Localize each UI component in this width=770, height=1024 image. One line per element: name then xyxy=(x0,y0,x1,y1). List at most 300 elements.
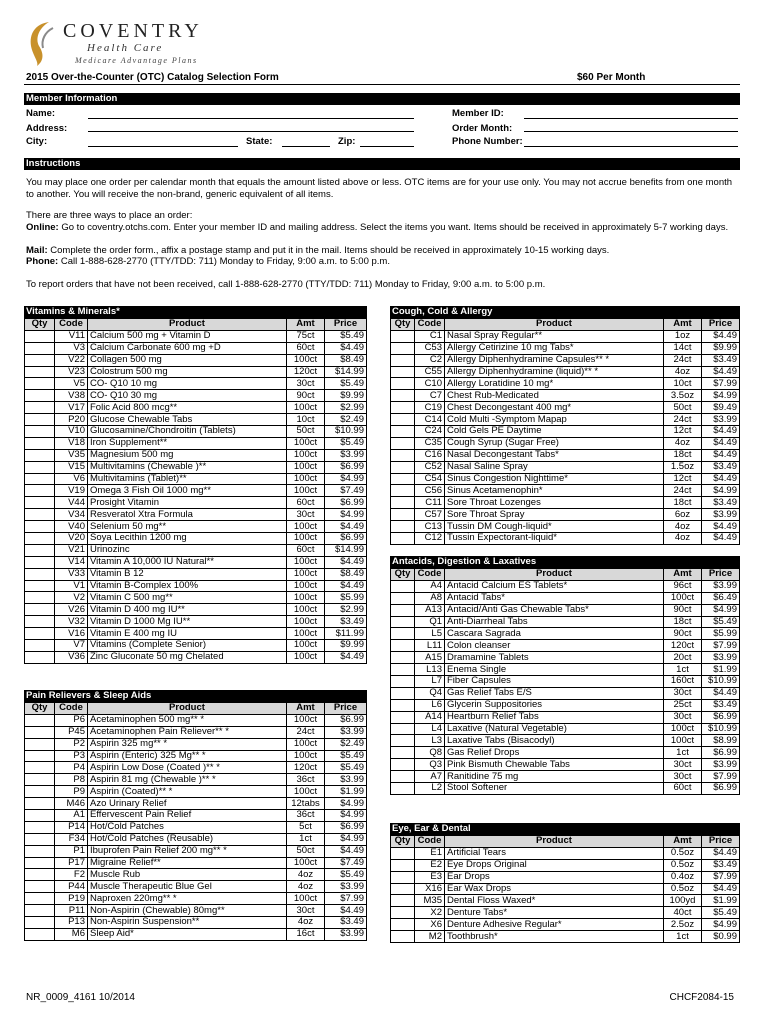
amount-cell: 30ct xyxy=(287,905,325,917)
price-cell: $4.99 xyxy=(325,798,367,810)
qty-cell[interactable] xyxy=(25,786,55,798)
table-row xyxy=(391,426,740,438)
table-row xyxy=(391,366,740,378)
qty-cell[interactable] xyxy=(25,604,55,616)
price-cell: $3.99 xyxy=(702,652,740,664)
amount-cell: 10ct xyxy=(664,378,702,390)
product-cell: Vitamin C 500 mg** xyxy=(88,592,287,604)
product-cell: Magnesium 500 mg xyxy=(88,449,287,461)
table-row xyxy=(391,907,740,919)
qty-cell[interactable] xyxy=(391,711,415,723)
qty-cell[interactable] xyxy=(391,461,415,473)
qty-cell[interactable] xyxy=(25,402,55,414)
qty-cell[interactable] xyxy=(391,871,415,883)
qty-cell[interactable] xyxy=(25,521,55,533)
table-header-row xyxy=(25,703,367,715)
column-header-product: Product xyxy=(445,836,664,848)
order-month-label: Order Month: xyxy=(452,123,513,134)
amount-cell: 100ct xyxy=(287,628,325,640)
column-header-product: Product xyxy=(88,319,287,331)
amount-cell: 100ct xyxy=(287,556,325,568)
qty-cell[interactable] xyxy=(391,330,415,342)
amount-cell: 100ct xyxy=(287,592,325,604)
price-cell: $8.49 xyxy=(325,568,367,580)
price-cell: $10.99 xyxy=(325,426,367,438)
price-cell: $4.49 xyxy=(702,330,740,342)
qty-cell[interactable] xyxy=(391,895,415,907)
amount-cell: 20ct xyxy=(664,652,702,664)
code-cell: P17 xyxy=(55,857,88,869)
qty-cell[interactable] xyxy=(391,509,415,521)
amount-cell: 100ct xyxy=(287,354,325,366)
price-cell: $4.49 xyxy=(702,473,740,485)
table-row xyxy=(25,354,367,366)
price-cell: $4.49 xyxy=(702,533,740,545)
price-cell: $3.49 xyxy=(702,497,740,509)
qty-cell[interactable] xyxy=(25,592,55,604)
product-cell: Muscle Therapeutic Blue Gel xyxy=(88,881,287,893)
table-row xyxy=(25,774,367,786)
qty-cell[interactable] xyxy=(25,342,55,354)
qty-cell[interactable] xyxy=(391,907,415,919)
table-row xyxy=(25,640,367,652)
qty-cell[interactable] xyxy=(25,881,55,893)
product-cell: Nasal Saline Spray xyxy=(445,461,664,473)
amount-cell: 12ct xyxy=(664,473,702,485)
qty-cell[interactable] xyxy=(25,497,55,509)
city-field[interactable] xyxy=(88,146,238,147)
table-row xyxy=(25,390,367,402)
price-cell: $4.49 xyxy=(325,845,367,857)
amount-cell: 30ct xyxy=(287,509,325,521)
qty-cell[interactable] xyxy=(391,521,415,533)
product-table xyxy=(24,318,367,664)
product-cell: Tussin Expectorant-liquid* xyxy=(445,533,664,545)
product-cell: Urinozinc xyxy=(88,544,287,556)
price-cell: $2.49 xyxy=(325,414,367,426)
qty-cell[interactable] xyxy=(25,437,55,449)
price-cell: $2.99 xyxy=(325,604,367,616)
price-cell: $1.99 xyxy=(702,664,740,676)
section-vitamins xyxy=(24,306,367,664)
amount-cell: 50ct xyxy=(287,845,325,857)
qty-cell[interactable] xyxy=(25,426,55,438)
amount-cell: 4oz xyxy=(287,881,325,893)
qty-cell[interactable] xyxy=(25,485,55,497)
qty-cell[interactable] xyxy=(25,845,55,857)
qty-cell[interactable] xyxy=(25,821,55,833)
table-row xyxy=(391,580,740,592)
qty-cell[interactable] xyxy=(391,687,415,699)
product-table xyxy=(390,568,740,795)
table-row xyxy=(25,726,367,738)
qty-cell[interactable] xyxy=(25,893,55,905)
qty-cell[interactable] xyxy=(25,390,55,402)
product-cell: Denture Adhesive Regular* xyxy=(445,919,664,931)
qty-cell[interactable] xyxy=(391,414,415,426)
table-row xyxy=(391,414,740,426)
code-cell: C57 xyxy=(415,509,445,521)
table-row xyxy=(25,533,367,545)
code-cell: C16 xyxy=(415,449,445,461)
qty-cell[interactable] xyxy=(25,762,55,774)
table-row xyxy=(391,883,740,895)
code-cell: A8 xyxy=(415,592,445,604)
amount-cell: 2.5oz xyxy=(664,919,702,931)
price-cell: $4.49 xyxy=(702,426,740,438)
code-cell: V5 xyxy=(55,378,88,390)
qty-cell[interactable] xyxy=(391,771,415,783)
price-cell: $3.49 xyxy=(325,917,367,929)
amount-cell: 4oz xyxy=(287,917,325,929)
product-cell: Hot/Cold Patches (Reusable) xyxy=(88,833,287,845)
amount-cell: 12tabs xyxy=(287,798,325,810)
price-cell: $7.99 xyxy=(702,771,740,783)
product-cell: Heartburn Relief Tabs xyxy=(445,711,664,723)
amount-cell: 30ct xyxy=(664,771,702,783)
qty-cell[interactable] xyxy=(391,449,415,461)
name-field[interactable] xyxy=(88,118,414,119)
qty-cell[interactable] xyxy=(391,652,415,664)
column-header-product: Product xyxy=(445,319,664,331)
product-cell: Toothbrush* xyxy=(445,931,664,943)
product-cell: Laxative Tabs (Bisacodyl) xyxy=(445,735,664,747)
table-row xyxy=(391,931,740,943)
table-row xyxy=(391,485,740,497)
code-cell: P1 xyxy=(55,845,88,857)
amount-cell: 1ct xyxy=(664,747,702,759)
qty-cell[interactable] xyxy=(391,664,415,676)
qty-cell[interactable] xyxy=(391,378,415,390)
product-cell: Vitamin E 400 mg IU xyxy=(88,628,287,640)
qty-cell[interactable] xyxy=(25,556,55,568)
amount-cell: 100ct xyxy=(287,449,325,461)
phone-field[interactable] xyxy=(524,146,738,147)
qty-cell[interactable] xyxy=(25,869,55,881)
code-cell: Q1 xyxy=(415,616,445,628)
amount-cell: 100ct xyxy=(287,651,325,663)
qty-cell[interactable] xyxy=(25,616,55,628)
qty-cell[interactable] xyxy=(25,366,55,378)
qty-cell[interactable] xyxy=(25,533,55,545)
product-cell: Glucose Chewable Tabs xyxy=(88,414,287,426)
state-field[interactable] xyxy=(282,146,330,147)
product-cell: Ranitidine 75 mg xyxy=(445,771,664,783)
column-header-qty: Qty xyxy=(391,569,415,581)
instructions-phone xyxy=(26,256,738,268)
price-cell: $4.49 xyxy=(702,366,740,378)
code-cell: M35 xyxy=(415,895,445,907)
qty-cell[interactable] xyxy=(25,651,55,663)
product-cell: Allergy Loratidine 10 mg* xyxy=(445,378,664,390)
amount-cell: 100ct xyxy=(287,533,325,545)
form-title: 2015 Over-the-Counter (OTC) Catalog Selection Form xyxy=(26,72,279,83)
code-cell: P19 xyxy=(55,893,88,905)
price-cell: $6.99 xyxy=(325,714,367,726)
qty-cell[interactable] xyxy=(25,857,55,869)
amount-cell: 100ct xyxy=(287,857,325,869)
column-header-price: Price xyxy=(702,836,740,848)
price-cell: $5.49 xyxy=(702,616,740,628)
product-cell: Anti-Diarrheal Tabs xyxy=(445,616,664,628)
qty-cell[interactable] xyxy=(391,859,415,871)
section-title: Vitamins & Minerals* xyxy=(24,306,367,318)
qty-cell[interactable] xyxy=(25,544,55,556)
column-header-price: Price xyxy=(325,703,367,715)
amount-cell: 4oz xyxy=(287,869,325,881)
qty-cell[interactable] xyxy=(25,568,55,580)
member-id-label: Member ID: xyxy=(452,108,504,119)
amount-cell: 100ct xyxy=(287,750,325,762)
amount-cell: 120ct xyxy=(287,762,325,774)
qty-cell[interactable] xyxy=(25,354,55,366)
qty-cell[interactable] xyxy=(25,628,55,640)
product-cell: Glycerin Suppositories xyxy=(445,699,664,711)
qty-cell[interactable] xyxy=(391,533,415,545)
qty-cell[interactable] xyxy=(391,676,415,688)
price-cell: $4.49 xyxy=(325,905,367,917)
qty-cell[interactable] xyxy=(391,747,415,759)
code-cell: V36 xyxy=(55,651,88,663)
code-cell: X2 xyxy=(415,907,445,919)
price-cell: $4.49 xyxy=(325,521,367,533)
code-cell: V38 xyxy=(55,390,88,402)
price-cell: $4.49 xyxy=(702,449,740,461)
code-cell: L2 xyxy=(415,783,445,795)
qty-cell[interactable] xyxy=(391,723,415,735)
code-cell: P3 xyxy=(55,750,88,762)
table-row xyxy=(391,640,740,652)
amount-cell: 24ct xyxy=(664,485,702,497)
product-cell: Denture Tabs* xyxy=(445,907,664,919)
product-cell: Colostrum 500 mg xyxy=(88,366,287,378)
product-cell: Antacid Tabs* xyxy=(445,592,664,604)
qty-cell[interactable] xyxy=(25,905,55,917)
amount-cell: 100yd xyxy=(664,895,702,907)
price-cell: $4.49 xyxy=(325,651,367,663)
qty-cell[interactable] xyxy=(391,616,415,628)
amount-cell: 0.4oz xyxy=(664,871,702,883)
code-cell: V14 xyxy=(55,556,88,568)
code-cell: V19 xyxy=(55,485,88,497)
qty-cell[interactable] xyxy=(391,628,415,640)
table-row xyxy=(25,869,367,881)
zip-field[interactable] xyxy=(360,146,414,147)
mail-label: Mail: xyxy=(26,245,48,256)
amount-cell: 100ct xyxy=(287,461,325,473)
price-cell: $4.49 xyxy=(702,437,740,449)
code-cell: C1 xyxy=(415,330,445,342)
table-row xyxy=(391,378,740,390)
qty-cell[interactable] xyxy=(391,640,415,652)
qty-cell[interactable] xyxy=(391,883,415,895)
qty-cell[interactable] xyxy=(391,354,415,366)
amount-cell: 12ct xyxy=(664,426,702,438)
product-cell: Prosight Vitamin xyxy=(88,497,287,509)
product-cell: Vitamin A 10,000 IU Natural** xyxy=(88,556,287,568)
instructions-online xyxy=(26,222,738,234)
qty-cell[interactable] xyxy=(391,735,415,747)
table-row xyxy=(391,919,740,931)
product-cell: Sleep Aid* xyxy=(88,928,287,940)
price-cell: $5.99 xyxy=(325,592,367,604)
qty-cell[interactable] xyxy=(25,726,55,738)
qty-cell[interactable] xyxy=(25,917,55,929)
table-row xyxy=(391,652,740,664)
qty-cell[interactable] xyxy=(25,798,55,810)
product-cell: Gas Relief Drops xyxy=(445,747,664,759)
amount-cell: 36ct xyxy=(287,810,325,822)
qty-cell[interactable] xyxy=(391,485,415,497)
address-field[interactable] xyxy=(88,131,414,132)
qty-cell[interactable] xyxy=(391,592,415,604)
code-cell: P13 xyxy=(55,917,88,929)
table-row xyxy=(391,461,740,473)
table-row xyxy=(391,711,740,723)
qty-cell[interactable] xyxy=(391,426,415,438)
code-cell: P20 xyxy=(55,414,88,426)
code-cell: V34 xyxy=(55,509,88,521)
table-header-row xyxy=(391,319,740,331)
product-cell: Calcium Carbonate 600 mg +D xyxy=(88,342,287,354)
product-cell: Sore Throat Lozenges xyxy=(445,497,664,509)
price-cell: $4.99 xyxy=(702,604,740,616)
section-title: Antacids, Digestion & Laxatives xyxy=(390,556,740,568)
table-row xyxy=(25,616,367,628)
code-cell: V3 xyxy=(55,342,88,354)
qty-cell[interactable] xyxy=(25,928,55,940)
product-cell: Allergy Diphenhydramine Capsules** * xyxy=(445,354,664,366)
table-row xyxy=(391,533,740,545)
qty-cell[interactable] xyxy=(391,699,415,711)
price-cell: $6.99 xyxy=(702,783,740,795)
qty-cell[interactable] xyxy=(391,497,415,509)
qty-cell[interactable] xyxy=(391,759,415,771)
amount-cell: 100ct xyxy=(287,604,325,616)
amount-cell: 120ct xyxy=(664,640,702,652)
qty-cell[interactable] xyxy=(25,810,55,822)
table-row xyxy=(25,845,367,857)
table-row xyxy=(391,735,740,747)
qty-cell[interactable] xyxy=(391,580,415,592)
column-header-qty: Qty xyxy=(391,319,415,331)
code-cell: L7 xyxy=(415,676,445,688)
amount-cell: 5ct xyxy=(287,821,325,833)
table-row xyxy=(25,714,367,726)
code-cell: V7 xyxy=(55,640,88,652)
price-cell: $7.49 xyxy=(325,857,367,869)
code-cell: V17 xyxy=(55,402,88,414)
table-row xyxy=(25,473,367,485)
product-cell: Ear Wax Drops xyxy=(445,883,664,895)
price-cell: $9.99 xyxy=(325,640,367,652)
table-row xyxy=(391,871,740,883)
amount-cell: 14ct xyxy=(664,342,702,354)
brand-tagline: Medicare Advantage Plans xyxy=(75,56,198,65)
member-id-field[interactable] xyxy=(524,118,738,119)
amount-cell: 6oz xyxy=(664,509,702,521)
product-cell: Zinc Gluconate 50 mg Chelated xyxy=(88,651,287,663)
product-table xyxy=(24,702,367,941)
amount-cell: 24ct xyxy=(664,414,702,426)
product-cell: Stool Softener xyxy=(445,783,664,795)
qty-cell[interactable] xyxy=(25,580,55,592)
qty-cell[interactable] xyxy=(25,750,55,762)
column-header-amt: Amt xyxy=(287,319,325,331)
mail-text: Complete the order form., affix a postage stamp and put it in the mail. Items should be received in approximately 10-15 working days. xyxy=(47,245,610,256)
qty-cell[interactable] xyxy=(391,390,415,402)
qty-cell[interactable] xyxy=(391,919,415,931)
code-cell: P4 xyxy=(55,762,88,774)
qty-cell[interactable] xyxy=(25,640,55,652)
product-cell: Collagen 500 mg xyxy=(88,354,287,366)
qty-cell[interactable] xyxy=(25,414,55,426)
price-cell: $3.99 xyxy=(325,928,367,940)
product-cell: Multivitamins (Chewable )** xyxy=(88,461,287,473)
product-cell: Vitamins (Complete Senior) xyxy=(88,640,287,652)
qty-cell[interactable] xyxy=(25,738,55,750)
product-cell: Vitamin B 12 xyxy=(88,568,287,580)
table-row xyxy=(391,437,740,449)
qty-cell[interactable] xyxy=(25,461,55,473)
qty-cell[interactable] xyxy=(25,509,55,521)
qty-cell[interactable] xyxy=(391,437,415,449)
qty-cell[interactable] xyxy=(391,402,415,414)
price-cell: $5.49 xyxy=(325,762,367,774)
amount-cell: 100ct xyxy=(287,580,325,592)
code-cell: L11 xyxy=(415,640,445,652)
qty-cell[interactable] xyxy=(25,473,55,485)
qty-cell[interactable] xyxy=(391,847,415,859)
table-row xyxy=(25,857,367,869)
product-table xyxy=(390,835,740,943)
table-row xyxy=(391,509,740,521)
table-row xyxy=(25,378,367,390)
qty-cell[interactable] xyxy=(25,774,55,786)
qty-cell[interactable] xyxy=(391,366,415,378)
qty-cell[interactable] xyxy=(25,449,55,461)
qty-cell[interactable] xyxy=(391,783,415,795)
amount-cell: 30ct xyxy=(287,378,325,390)
qty-cell[interactable] xyxy=(391,473,415,485)
code-cell: M2 xyxy=(415,931,445,943)
qty-cell[interactable] xyxy=(391,342,415,354)
table-row xyxy=(25,509,367,521)
code-cell: C13 xyxy=(415,521,445,533)
code-cell: V2 xyxy=(55,592,88,604)
code-cell: P8 xyxy=(55,774,88,786)
amount-cell: 100ct xyxy=(287,616,325,628)
product-cell: Antacid/Anti Gas Chewable Tabs* xyxy=(445,604,664,616)
brand-subtitle: Health Care xyxy=(87,42,164,54)
qty-cell[interactable] xyxy=(25,378,55,390)
table-row xyxy=(25,485,367,497)
table-row xyxy=(25,750,367,762)
table-row xyxy=(391,847,740,859)
qty-cell[interactable] xyxy=(25,833,55,845)
table-row xyxy=(391,699,740,711)
code-cell: Q8 xyxy=(415,747,445,759)
table-row xyxy=(391,895,740,907)
qty-cell[interactable] xyxy=(391,604,415,616)
qty-cell[interactable] xyxy=(25,714,55,726)
table-row xyxy=(25,833,367,845)
code-cell: P2 xyxy=(55,738,88,750)
qty-cell[interactable] xyxy=(25,330,55,342)
code-cell: V21 xyxy=(55,544,88,556)
qty-cell[interactable] xyxy=(391,931,415,943)
order-month-field[interactable] xyxy=(524,131,738,132)
